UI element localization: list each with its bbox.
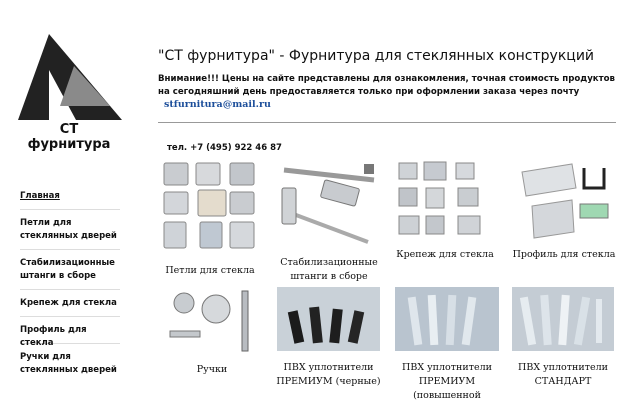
- product-caption: ПВХ уплотнители СТАНДАРТ: [518, 362, 608, 387]
- pvc-premium-seals-image: [395, 287, 499, 351]
- product-caption: Ручки: [196, 364, 228, 375]
- logo-line-2: фурнитура: [27, 137, 111, 152]
- product-caption: Профиль для стекла: [512, 249, 616, 260]
- email-link[interactable]: stfurnitura@mail.ru: [164, 99, 271, 110]
- nav-item-stabilizers[interactable]: Стабилизационные штанги в сборе: [20, 249, 120, 289]
- nav-item-handles[interactable]: Ручки для стеклянных дверей: [20, 343, 120, 383]
- triangle-logo-icon: [14, 30, 124, 125]
- stabilizer-bars-image: [278, 160, 380, 250]
- product-caption: ПВХ уплотнители ПРЕМИУМ (повышенной: [402, 362, 492, 401]
- product-caption: Стабилизационные штанги в сборе: [280, 257, 378, 282]
- nav-item-hinges[interactable]: Петли для стеклянных дверей: [20, 209, 120, 249]
- pvc-standard-seals-image: [512, 287, 614, 351]
- fasteners-image: [396, 160, 494, 240]
- product-card-stabilizers[interactable]: [278, 160, 380, 290]
- divider: [158, 122, 616, 123]
- product-card-pvc-premium-black[interactable]: [277, 287, 380, 400]
- product-caption: ПВХ уплотнители ПРЕМИУМ (черные): [276, 362, 381, 387]
- logo-line-1: СТ: [59, 122, 79, 137]
- sidebar-nav: [20, 183, 120, 383]
- brand-logo[interactable]: [14, 30, 124, 155]
- phone-number: тел. +7 (495) 922 46 87: [167, 143, 282, 153]
- profile-image: [514, 160, 614, 240]
- nav-item-fasteners[interactable]: Крепеж для стекла: [20, 289, 120, 316]
- handles-image: [160, 287, 264, 355]
- nav-item-home[interactable]: Главная: [20, 191, 60, 201]
- product-card-handles[interactable]: [160, 287, 264, 400]
- product-card-hinges[interactable]: [160, 160, 260, 280]
- sidebar: [0, 0, 130, 400]
- product-card-pvc-standard[interactable]: [512, 287, 614, 400]
- page-title: "СТ фурнитура" - Фурнитура для стеклянных конструкций: [158, 48, 595, 64]
- product-caption: Крепеж для стекла: [396, 249, 494, 260]
- product-card-pvc-premium[interactable]: [395, 287, 499, 400]
- hinges-image: [160, 160, 260, 255]
- price-notice: Внимание!!! Цены на сайте представлены для ознакомления, точная стоимость продуктов на сегодняшний день предоставляется только при оформлении заказа через почту: [158, 74, 615, 97]
- pvc-black-seals-image: [277, 287, 380, 351]
- product-caption: Петли для стекла: [165, 265, 255, 276]
- product-card-profile[interactable]: [514, 160, 614, 270]
- nav-item-profile[interactable]: Профиль для стекла: [20, 316, 120, 343]
- product-card-fasteners[interactable]: [396, 160, 494, 270]
